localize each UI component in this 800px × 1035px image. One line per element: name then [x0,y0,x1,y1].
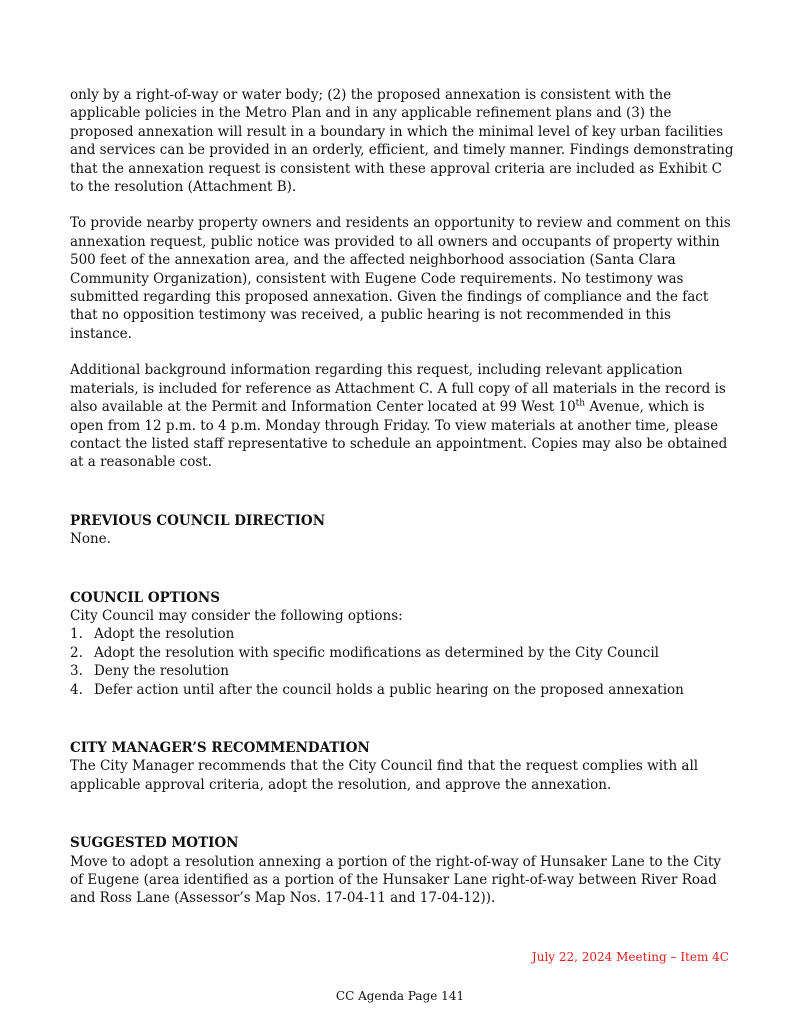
section-text: The City Manager recommends that the City Council find that the request complies with all applicable approval criteria, adopt the resolution, and approve the annexation. [70,758,699,793]
previous-direction-section [70,512,735,549]
suggested-motion-section [70,834,735,908]
ordinal-suffix: th [575,398,586,409]
section-heading: CITY MANAGER’S RECOMMENDATION [70,739,370,756]
council-options-section [70,589,735,699]
section-heading: COUNCIL OPTIONS [70,589,220,606]
background-paragraph: Additional background information regarding this request, including relevant application materials, is included for reference as Attachment C. A full copy of all materials in the record is also available at the Permit and Information Center located at 99 West 10th Avenue, which is open from 12 p.m. to 4 p.m. Monday through Friday. To view materials at another time, please contact the listed staff representative to schedule an appointment. Copies may also be obtained at a reasonable cost. [70,362,728,471]
section-intro: City Council may consider the following options: [70,607,403,624]
section-text: Move to adopt a resolution annexing a portion of the right-of-way of Hunsaker Lane to the City of Eugene (area identified as a portion of the Hunsaker Lane right-of-way between River Road and Ross Lane (Assessor’s Map Nos. 17-04-11 and 17-04-12)). [70,853,722,907]
list-item: 4. Defer action until after the council holds a public hearing on the proposed annexation [70,681,684,698]
options-list [70,625,735,699]
public-notice-paragraph: To provide nearby property owners and residents an opportunity to review and comment on this annexation request, public notice was provided to all owners and occupants of property within 500 feet of the annexation area, and the affected neighborhood association (Santa Clara Community Organization), consistent with Eugene Code requirements. No testimony was submitted regarding this proposed annexation. Given the findings of compliance and the fact that no opposition testimony was received, a public hearing is not recommended in this instance. [70,215,731,342]
page-number: CC Agenda Page 141 [335,989,465,1003]
section-heading: PREVIOUS COUNCIL DIRECTION [70,512,326,529]
list-item: 3. Deny the resolution [70,663,229,680]
recommendation-section [70,739,735,794]
list-item: 1. Adopt the resolution [70,626,235,643]
section-heading: SUGGESTED MOTION [70,835,239,852]
meeting-note: July 22, 2024 Meeting – Item 4C [531,950,729,964]
document-body [70,86,735,908]
list-item: 2. Adopt the resolution with specific modifications as determined by the City Council [70,644,660,661]
intro-paragraph: only by a right-of-way or water body; (2) the proposed annexation is consistent with the applicable policies in the Metro Plan and in any applicable refinement plans and (3) the proposed annexation will result in a boundary in which the minimal level of key urban facilities and services can be provided in an orderly, efficient, and timely manner. Findings demonstrating that the annexation request is consistent with these approval criteria are included as Exhibit C to the resolution (Attachment B). [70,87,734,196]
section-text: None. [70,531,111,548]
